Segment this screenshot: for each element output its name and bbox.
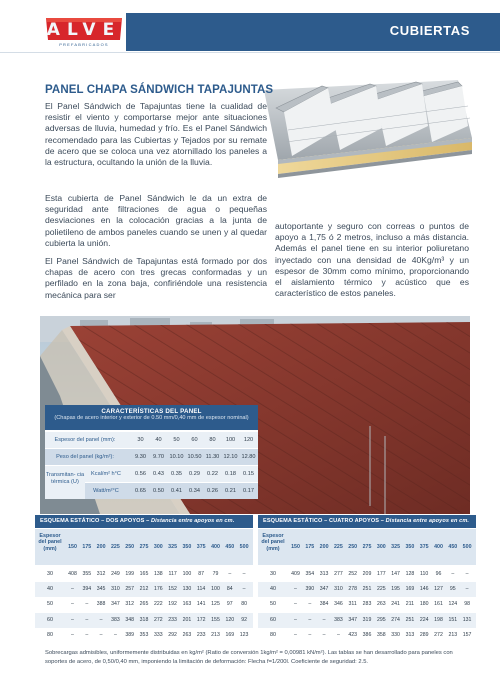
company-logo [44,14,124,48]
table-cell: 127 [434,586,443,593]
table-cell: 289 [419,631,429,638]
table-cell: 120 [243,437,254,443]
column-header: 500 [239,544,249,550]
table-row [45,432,258,448]
paragraph-3: El Panel Sándwich de Tapajuntas está formado por dos chapas de acero con tres grecas conformadas y un perfilado en la zona baja, confiriéndole una resistencia mecánica para ser [45,256,267,300]
table-title [35,515,253,528]
row-thickness: 80 [270,631,276,638]
table-cell: 198 [434,616,443,623]
table-cell: 120 [225,616,235,623]
table-cell: – [322,616,326,623]
table-cell: 124 [448,601,458,608]
table-cell: – [294,616,297,623]
table-cell: – [308,631,312,638]
table-cell: – [465,571,469,577]
table-cell: 312 [96,571,106,577]
table-cell: 50 [173,437,180,443]
table-cell: 84 [226,586,233,593]
table-cell: 201 [182,616,192,623]
table-title-main: ESQUEMA ESTÁTICO – CUATRO APOYOS [263,518,380,524]
table-cell: – [451,571,455,577]
table-cell: 213 [211,631,220,638]
table-cell: – [308,616,312,623]
table-cell: 0.50 [153,488,164,494]
table-cell: 195 [391,586,400,593]
table-row [35,628,253,643]
table-cell: 0.41 [171,488,182,494]
footnote: Sobrecargas admisibles, uniformemente distribuidas en kg/m² (Ratio de conversión 1kg/m² = 0,00981 kN/m²). Las tablas se han desarrollado para paneles con soportes de acero, de 0,50/0,40 mm, imponiendo la limitación de deformación: Flecha f=1/200l. Coeficiente de seguridad: 2.5. [45,650,453,665]
table-cell: 155 [211,616,220,623]
column-header: 225 [110,544,120,550]
table-cell: 114 [197,586,206,593]
table-cell: 80 [209,437,216,443]
table-cell: 423 [348,631,358,638]
table-cell: 386 [362,631,372,638]
table-cell: 11.30 [205,454,220,460]
table-cell: 98 [464,601,470,608]
thermal-group-label: Transmitan- cia térmica (U) [45,466,85,499]
row-thickness: 60 [270,616,276,623]
column-header: 275 [362,544,372,550]
table-cell: 40 [155,437,162,443]
table-row [258,597,476,612]
table-cell: 0.56 [135,471,146,477]
table-cell: – [71,616,74,623]
table-cell: 97 [226,601,233,608]
table-cell: 257 [125,586,135,593]
column-header: 250 [125,544,135,550]
table-cell: 141 [196,601,206,608]
table-cell: – [242,571,246,577]
table-cell: 222 [153,601,163,608]
column-header: 250 [348,544,358,550]
row-label: Peso del panel (kg/m²): [56,454,114,460]
table-cell: 212 [139,586,149,593]
logo-text: ALVE [46,20,122,40]
table-cell: 318 [139,616,149,623]
table-cell: 354 [305,571,315,577]
table-cell: 96 [435,571,442,577]
table-row [258,567,476,582]
table-cell: 272 [153,616,163,623]
row-label: Kcal/m² h°C [91,471,121,477]
table-cell: 80 [241,601,247,608]
table-row [258,628,476,643]
characteristics-subtitle: (Chapas de acero interior y exterior de 0.50 mm/0,40 mm de espesor nominal) [54,415,249,421]
table-cell: – [71,631,74,638]
table-cell: 241 [391,601,400,608]
table-row [35,597,253,612]
column-header-thickness: Espesor del panel (mm) [261,533,285,552]
table-cell: 330 [391,631,400,638]
table-header [258,529,476,565]
table-cell: 347 [319,586,329,593]
table-cell: – [322,631,326,638]
table-cell: 10.50 [187,454,202,460]
table-cell: 310 [334,586,343,593]
table-title-suffix: – Distancia entre apoyos en cm. [144,518,235,524]
table-cell: 0.17 [243,488,254,494]
table-cell: 224 [419,616,429,623]
table-cell: 165 [139,571,149,577]
table-cell: 313 [405,631,415,638]
row-thickness: 80 [47,631,53,638]
table-cell: 177 [376,571,386,577]
table-cell: 30 [137,437,144,443]
table-cell: 161 [434,601,443,608]
table-cell: – [71,601,74,608]
table-cell: – [465,586,469,593]
table-cell: 347 [348,616,358,623]
table-cell: 390 [305,586,315,593]
row-thickness: 30 [47,571,53,577]
table-cell: 209 [362,571,372,577]
table-cell: – [242,586,246,593]
table-cell: 408 [68,571,77,577]
table-cell: 0.34 [189,488,200,494]
table-cell: – [99,631,103,638]
table-cell: 353 [139,631,149,638]
table-cell: 192 [168,601,177,608]
table-cell: – [336,631,340,638]
column-header: 175 [305,544,315,550]
static-table-two-supports [35,515,253,643]
column-header: 300 [153,544,163,550]
table-cell: 0.21 [225,488,236,494]
table-title-main: ESQUEMA ESTÁTICO – DOS APOYOS [40,518,145,524]
article-title: PANEL CHAPA SÁNDWICH TAPAJUNTAS [45,84,274,96]
table-row [35,582,253,597]
table-cell: 92 [241,616,247,623]
table-cell: 10.10 [169,454,184,460]
table-cell: 319 [362,616,372,623]
column-header: 150 [291,544,300,550]
table-cell: 345 [96,586,106,593]
column-header-thickness: Espesor del panel (mm) [38,533,62,552]
table-cell: – [294,601,297,608]
section-title: CUBIERTAS [389,23,470,38]
row-label: Espesor del panel (mm): [54,437,116,443]
table-row [258,613,476,628]
table-cell: 272 [434,631,443,638]
table-cell: 383 [334,616,343,623]
table-cell: 163 [182,601,192,608]
table-cell: 157 [462,631,472,638]
header-divider [0,52,500,53]
table-title-suffix: – Distancia entre apoyos en cm. [379,518,470,524]
table-title [258,515,476,528]
table-cell: 0.26 [207,488,218,494]
table-cell: 346 [334,601,343,608]
table-cell: 249 [111,571,120,577]
table-cell: 100 [182,571,192,577]
table-row [258,582,476,597]
column-header: 500 [462,544,472,550]
column-header: 275 [139,544,149,550]
table-cell: 389 [125,631,135,638]
table-cell: 251 [405,616,415,623]
characteristics-title: CARACTERÍSTICAS DEL PANEL [101,408,202,415]
table-cell: 117 [168,571,177,577]
column-header: 375 [419,544,429,550]
table-header [35,529,253,565]
table-row [45,449,258,465]
paragraph-2: Esta cubierta de Panel Sándwich le da un extra de seguridad ante filtraciones de agua o pequeñas desviaciones en la colocación gracias a la junta de polietileno de ambos paneles cuando se unen y al quedar cubierta la unión. [45,193,267,248]
table-cell: 151 [448,616,458,623]
table-cell: 12.10 [223,454,238,460]
table-cell: 310 [111,586,120,593]
table-cell: 252 [348,571,358,577]
row-thickness: 60 [47,616,53,623]
table-cell: 313 [319,571,329,577]
table-cell: 211 [405,601,415,608]
table-cell: 172 [196,616,206,623]
characteristics-table [45,405,258,498]
header-band [126,13,500,51]
table-cell: 263 [182,631,192,638]
row-label: Watt/m²°C [93,488,119,494]
table-cell: 9.70 [153,454,164,460]
paragraph-4: autoportante y seguro con correas o puntos de apoyo a 1,75 ó 2 metros, incluso a más distancia. Además el panel tiene en su interior poliuretano inyectado con una densidad de 40Kg/m³ y un espesor de 30mm como mínimo, proporcionando el aislamiento térmico y acústico que es característico de estos paneles. [275,221,469,299]
table-cell: 0.22 [207,471,218,477]
table-cell: – [308,601,312,608]
table-cell: 358 [376,631,386,638]
table-cell: 131 [462,616,472,623]
row-thickness: 50 [47,601,53,608]
table-cell: 100 [211,586,220,593]
column-header: 175 [82,544,92,550]
table-cell: 213 [448,631,458,638]
table-cell: 233 [168,616,177,623]
table-cell: – [228,571,232,577]
table-cell: 199 [125,571,135,577]
table-cell: 283 [362,601,372,608]
table-cell: 292 [168,631,177,638]
table-cell: 0.29 [189,471,200,477]
row-thickness: 30 [270,571,276,577]
column-header: 325 [391,544,401,550]
table-cell: 312 [125,601,135,608]
table-cell: 347 [111,601,120,608]
table-cell: 263 [376,601,386,608]
table-cell: – [294,631,297,638]
paragraph-1: El Panel Sándwich de Tapajuntas tiene la cualidad de resistir el viento y comportarse mejor ante situaciones adversas de lluvia, humedad y frío. Es el Panel Sándwich recomendado para las Cubiertas y Tejados por su remate de acero que se coloca una vez atornillado los paneles a la estructura, ocultando la unión de la lluvia. [45,101,267,168]
table-cell: 180 [419,601,429,608]
table-cell: 333 [153,631,163,638]
table-cell: 0.65 [135,488,146,494]
table-cell: – [99,616,103,623]
table-cell: 311 [348,601,357,608]
column-header: 450 [448,544,458,550]
table-cell: – [294,586,297,593]
column-header: 350 [182,544,192,550]
table-cell: 9.30 [135,454,146,460]
table-cell: 251 [362,586,372,593]
table-cell: 110 [420,571,429,577]
table-cell: 383 [111,616,120,623]
table-cell: 79 [212,571,219,577]
column-header: 400 [211,544,220,550]
column-header: 350 [405,544,415,550]
table-cell: 169 [405,586,415,593]
table-cell: 60 [191,437,198,443]
table-cell: 384 [319,601,329,608]
table-cell: 138 [153,571,163,577]
characteristics-header [45,405,258,430]
table-cell: 274 [391,616,400,623]
table-cell: 233 [196,631,206,638]
column-header: 200 [319,544,329,550]
table-row [35,567,253,582]
table-cell: 348 [125,616,135,623]
column-header: 375 [196,544,206,550]
table-cell: – [113,631,117,638]
table-cell: 152 [168,586,177,593]
table-cell: 355 [82,571,92,577]
column-header: 400 [434,544,443,550]
table-cell: 277 [334,571,343,577]
table-cell: 388 [96,601,106,608]
table-cell: 100 [225,437,236,443]
table-cell: 0.35 [171,471,182,477]
row-thickness: 50 [270,601,276,608]
table-cell: 87 [198,571,205,577]
table-cell: 409 [291,571,300,577]
row-thickness: 40 [270,586,276,593]
column-header: 150 [68,544,77,550]
table-cell: 147 [391,571,400,577]
panel-product-image [258,70,476,182]
table-cell: 225 [376,586,386,593]
table-cell: 125 [211,601,220,608]
table-cell: 0.18 [225,471,236,477]
column-header: 450 [225,544,235,550]
table-cell: 146 [419,586,429,593]
table-cell: 130 [182,586,192,593]
column-header: 200 [96,544,106,550]
table-cell: – [85,616,89,623]
table-cell: 123 [239,631,249,638]
logo-subtitle: PREFABRICADOS [59,42,109,47]
table-cell: 0.15 [243,471,254,477]
table-cell: 0.43 [153,471,164,477]
column-header: 300 [376,544,386,550]
table-cell: 95 [449,586,456,593]
column-header: 225 [333,544,343,550]
table-cell: 12.80 [241,454,256,460]
table-cell: 295 [376,616,386,623]
table-cell: – [85,631,89,638]
table-cell: 394 [82,586,92,593]
table-cell: 265 [139,601,149,608]
table-cell: 278 [348,586,358,593]
table-cell: – [85,601,89,608]
table-cell: 169 [225,631,235,638]
row-thickness: 40 [47,586,53,593]
table-cell: – [71,586,74,593]
table-cell: 176 [153,586,163,593]
table-row [35,613,253,628]
column-header: 325 [168,544,178,550]
static-table-four-supports [258,515,476,643]
table-cell: 128 [405,571,415,577]
